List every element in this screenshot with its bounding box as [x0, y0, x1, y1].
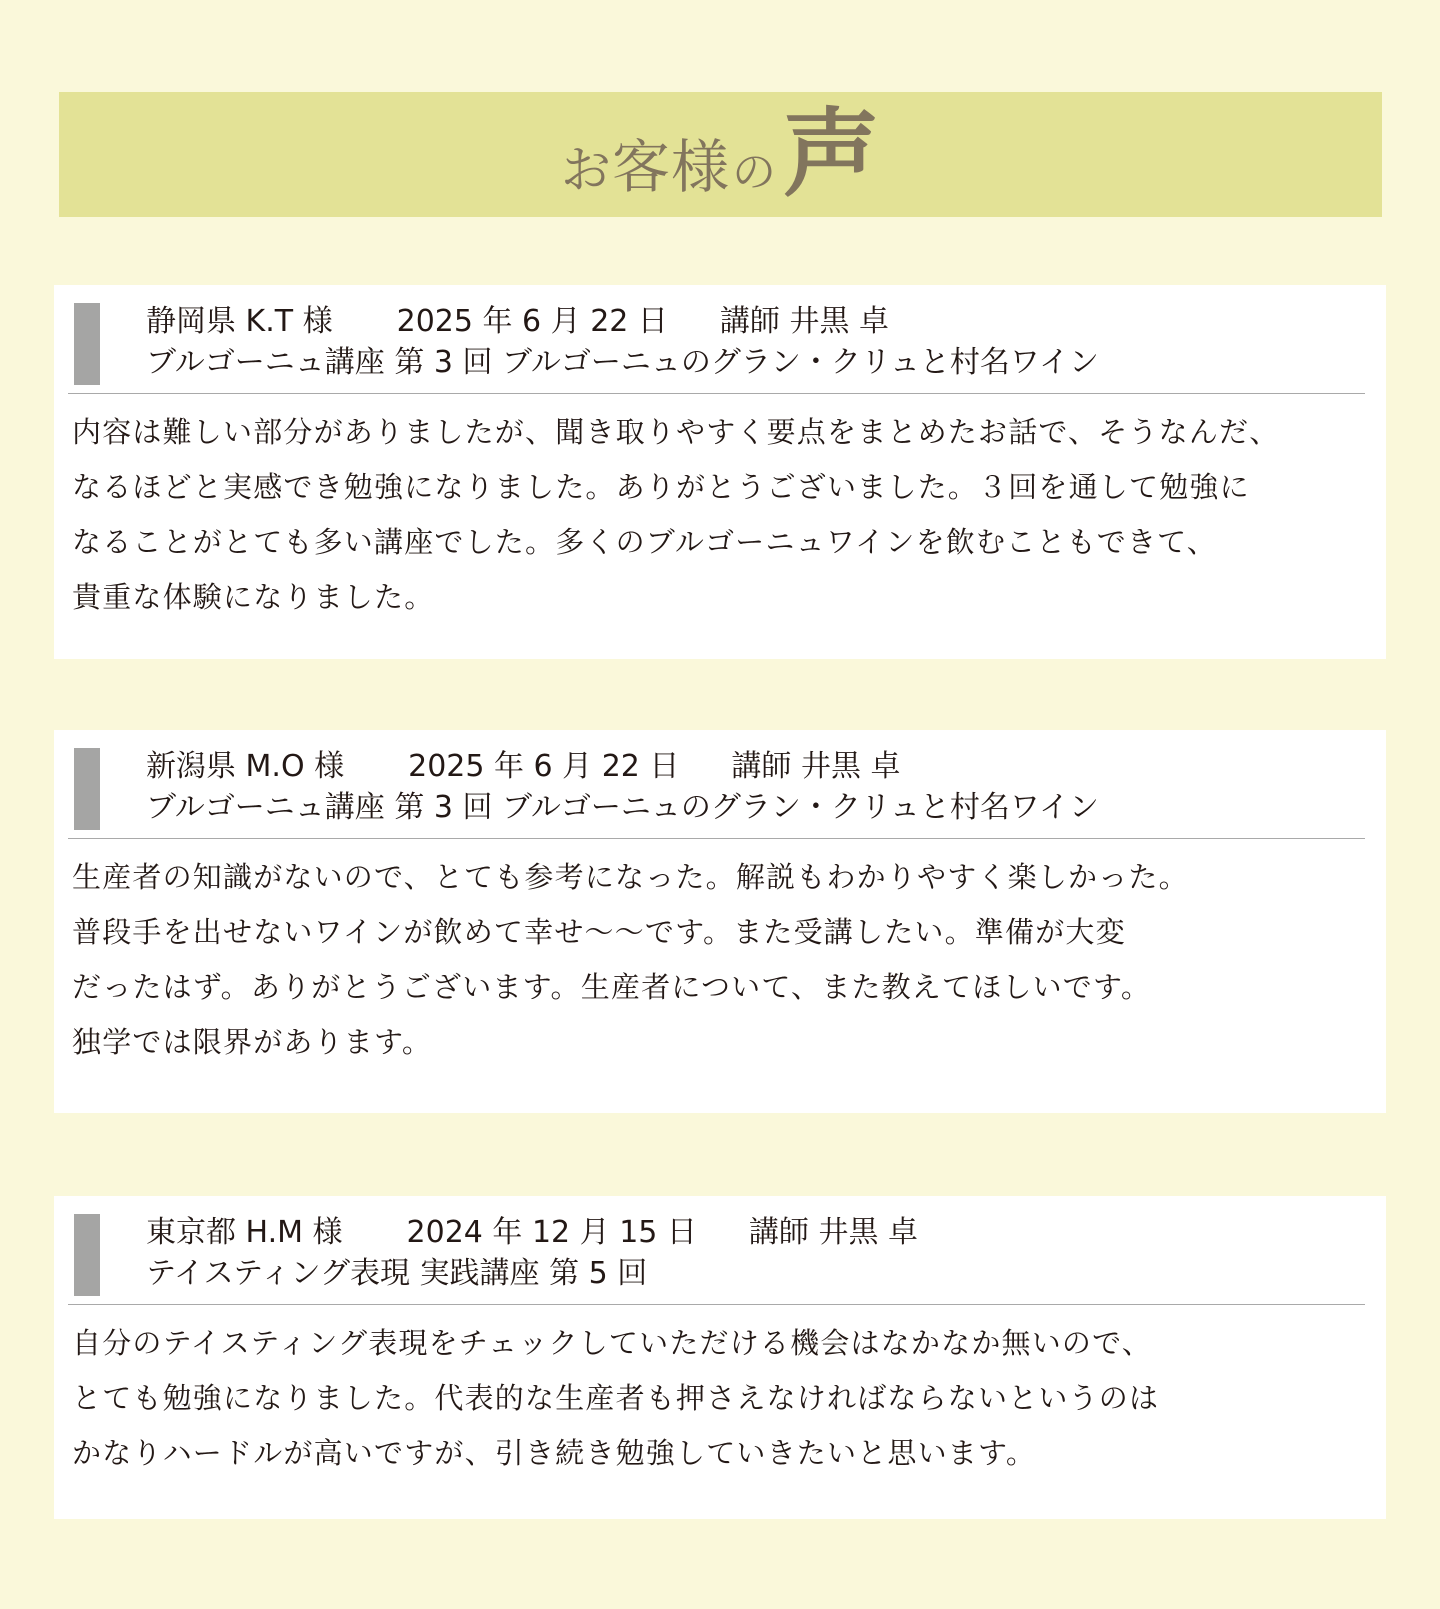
body-line: 貴重な体験になりました。 — [72, 580, 435, 614]
body-line: だったはず。ありがとうございます。生産者について、また教えてほしいです。 — [72, 970, 1152, 1004]
testimonial-card — [54, 730, 1386, 1113]
body-line: かなりハードルが高いですが、引き続き勉強していきたいと思います。 — [72, 1436, 1037, 1470]
body-line: 内容は難しい部分がありましたが、聞き取りやすく要点をまとめたお話で、そうなんだ、 — [72, 415, 1280, 449]
header-divider — [68, 1304, 1365, 1305]
testimonial-body — [72, 850, 1372, 1070]
testimonial-card — [54, 1196, 1386, 1519]
title-part-kyaku: 客様 — [611, 132, 730, 201]
header-divider — [68, 393, 1365, 394]
instructor-name: 講師 井黒 卓 — [731, 749, 901, 784]
instructor-name: 講師 井黒 卓 — [748, 1215, 918, 1250]
course-title: ブルゴーニュ講座 第 3 回 ブルゴーニュのグラン・クリュと村名ワイン — [146, 790, 1100, 825]
customer-name: 静岡県 K.T 様 — [146, 304, 333, 339]
course-title: テイスティング表現 実践講座 第 5 回 — [146, 1256, 648, 1291]
title-part-koe: 声 — [783, 97, 880, 210]
page-title — [560, 97, 880, 210]
testimonial-header — [74, 1214, 1326, 1296]
title-part-o: お — [560, 140, 612, 199]
title-part-no: の — [732, 146, 777, 198]
testimonial-meta — [146, 1214, 1326, 1252]
body-line: 独学では限界があります。 — [72, 1025, 433, 1059]
testimonial-card — [54, 285, 1386, 659]
testimonial-header — [74, 303, 1326, 385]
testimonial-body — [72, 1316, 1372, 1481]
body-line: とても勉強になりました。代表的な生産者も押さえなければならないというのは — [72, 1381, 1160, 1415]
instructor-name: 講師 井黒 卓 — [719, 304, 889, 339]
testimonial-header — [74, 748, 1326, 830]
testimonial-meta — [146, 303, 1326, 341]
body-line: 普段手を出せないワインが飲めて幸せ〜〜です。また受講したい。準備が大変 — [72, 915, 1126, 949]
customer-name: 東京都 H.M 様 — [146, 1215, 343, 1250]
customer-name: 新潟県 M.O 様 — [146, 749, 345, 784]
body-line: 自分のテイスティング表現をチェックしていただける機会はなかなか無いので、 — [72, 1326, 1152, 1360]
session-date: 2025 年 6 月 22 日 — [396, 304, 668, 339]
body-line: なるほどと実感でき勉強になりました。ありがとうございました。３回を通して勉強に — [72, 470, 1250, 504]
session-date: 2024 年 12 月 15 日 — [406, 1215, 697, 1250]
testimonial-meta — [146, 748, 1326, 786]
testimonial-body — [72, 405, 1372, 625]
header-divider — [68, 838, 1365, 839]
body-line: 生産者の知識がないので、とても参考になった。解説もわかりやすく楽しかった。 — [72, 860, 1189, 894]
session-date: 2025 年 6 月 22 日 — [408, 749, 680, 784]
body-line: なることがとても多い講座でした。多くのブルゴーニュワインを飲むこともできて、 — [72, 525, 1217, 559]
course-title: ブルゴーニュ講座 第 3 回 ブルゴーニュのグラン・クリュと村名ワイン — [146, 345, 1100, 380]
page-header-banner — [59, 92, 1382, 217]
